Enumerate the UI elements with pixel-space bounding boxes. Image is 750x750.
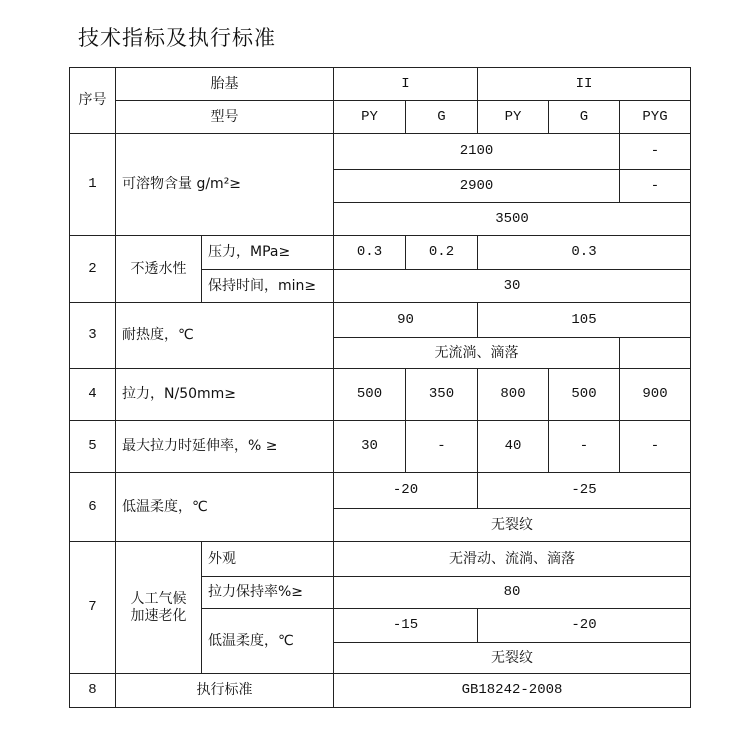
sub-label: 拉力保持率%≥ [202, 577, 334, 609]
value-cell: 30 [334, 421, 406, 473]
value-cell: 350 [406, 369, 478, 421]
header-row [70, 68, 691, 101]
item-label: 耐热度，℃ [116, 303, 334, 369]
value-cell: 2100 [334, 134, 620, 170]
value-cell: 0.3 [334, 236, 406, 270]
group2-header: II [478, 68, 691, 101]
soluble-content-label: 可溶物含量 g/m²≥ [122, 176, 242, 193]
item-label: 人工气候加速老化 [116, 542, 202, 674]
sub-label: 外观 [202, 542, 334, 577]
base-header: 胎基 [116, 68, 334, 101]
row-number: 8 [70, 674, 116, 708]
value-cell: - [620, 170, 691, 203]
model-g-1: G [406, 101, 478, 134]
value-cell: 0.2 [406, 236, 478, 270]
value-cell: - [620, 421, 691, 473]
seq-header: 序号 [70, 68, 116, 134]
value-cell: 30 [334, 270, 691, 303]
item-label [116, 134, 334, 236]
row-number: 1 [70, 134, 116, 236]
item-label: 不透水性 [116, 236, 202, 303]
note-cell: 无流淌、滴落 [334, 338, 620, 369]
model-row [70, 101, 691, 134]
value-cell: - [620, 134, 691, 170]
value-cell: 2900 [334, 170, 620, 203]
value-cell: 40 [478, 421, 549, 473]
spec-table [69, 67, 691, 708]
table-row [70, 542, 691, 577]
value-cell: - [549, 421, 620, 473]
page-title: 技术指标及执行标准 [78, 26, 276, 50]
table-row [70, 473, 691, 509]
value-cell: -20 [478, 609, 691, 643]
row-number: 2 [70, 236, 116, 303]
model-py-2: PY [478, 101, 549, 134]
item-label: 拉力，N/50mm≥ [116, 369, 334, 421]
item-label: 执行标准 [116, 674, 334, 708]
row-number: 3 [70, 303, 116, 369]
value-cell: - [406, 421, 478, 473]
table-row [70, 674, 691, 708]
value-cell: 0.3 [478, 236, 691, 270]
model-pyg: PYG [620, 101, 691, 134]
standard-value: GB18242-2008 [334, 674, 691, 708]
table-row [70, 369, 691, 421]
value-cell: 800 [478, 369, 549, 421]
sub-label: 保持时间，min≥ [202, 270, 334, 303]
note-cell: 无裂纹 [334, 509, 691, 542]
row-number: 5 [70, 421, 116, 473]
value-cell: -20 [334, 473, 478, 509]
value-cell: -25 [478, 473, 691, 509]
table-row [70, 303, 691, 338]
row-number: 4 [70, 369, 116, 421]
model-header: 型号 [116, 101, 334, 134]
model-py-1: PY [334, 101, 406, 134]
note-cell: 无裂纹 [334, 643, 691, 674]
item-label: 最大拉力时延伸率，% ≥ [116, 421, 334, 473]
table-row [70, 421, 691, 473]
item-label: 低温柔度，℃ [116, 473, 334, 542]
value-cell: -15 [334, 609, 478, 643]
row-number: 6 [70, 473, 116, 542]
value-cell: 105 [478, 303, 691, 338]
value-cell: 500 [334, 369, 406, 421]
value-cell: 3500 [334, 203, 691, 236]
table-row [70, 236, 691, 270]
model-g-2: G [549, 101, 620, 134]
sub-label: 低温柔度，℃ [202, 609, 334, 674]
value-cell: 90 [334, 303, 478, 338]
sub-label: 压力，MPa≥ [202, 236, 334, 270]
value-cell: 500 [549, 369, 620, 421]
value-cell: 无滑动、流淌、滴落 [334, 542, 691, 577]
row-number: 7 [70, 542, 116, 674]
value-cell: 900 [620, 369, 691, 421]
table-row [70, 134, 691, 170]
group1-header: I [334, 68, 478, 101]
value-cell: 80 [334, 577, 691, 609]
empty-cell [620, 338, 691, 369]
